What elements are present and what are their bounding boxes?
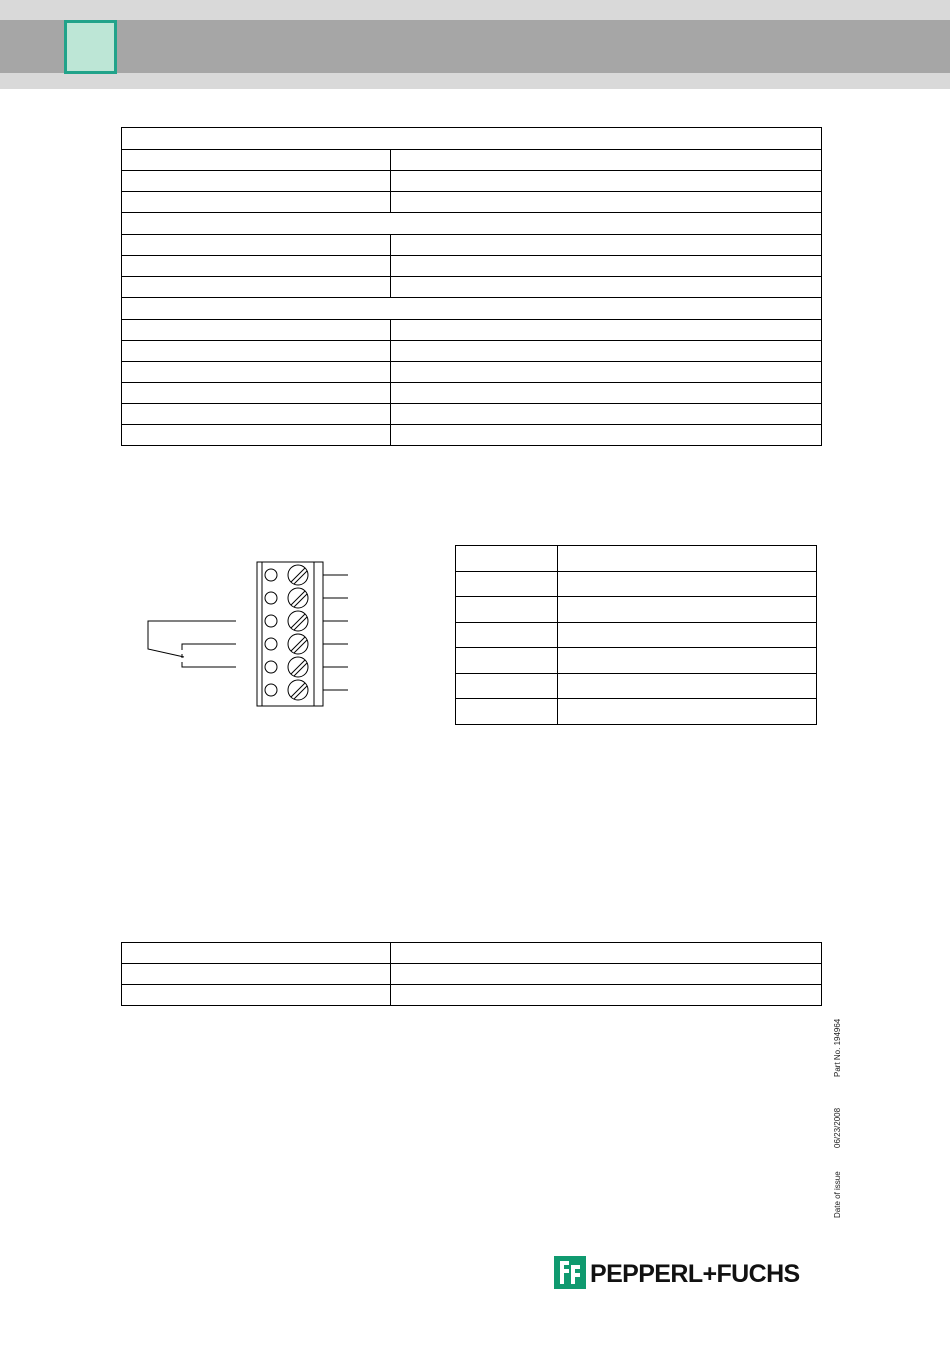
pepperl-fuchs-logo (554, 1256, 824, 1290)
terminal-5 (265, 657, 308, 677)
table-row (122, 320, 822, 341)
table-section-row (122, 128, 822, 150)
relay-contact-wiring (148, 621, 236, 667)
issue-date-label: Date of issue (833, 1171, 842, 1218)
table-row (122, 985, 822, 1006)
pin-assignment-table (455, 545, 817, 725)
table-row (122, 362, 822, 383)
table-row (456, 648, 817, 674)
table-row (456, 597, 817, 623)
table-row (122, 341, 822, 362)
table-row (456, 673, 817, 699)
table-row (122, 235, 822, 256)
table-row (456, 622, 817, 648)
table-row (122, 383, 822, 404)
terminal-1 (265, 565, 308, 585)
table-row (122, 964, 822, 985)
accessory-table (121, 942, 822, 1006)
header-band (0, 20, 950, 73)
specification-table (121, 127, 822, 446)
section-marker-square (64, 20, 117, 74)
table-row (122, 404, 822, 425)
table-row (456, 546, 817, 572)
terminal-4 (265, 634, 308, 654)
table-row (456, 699, 817, 725)
table-row (122, 192, 822, 213)
header-bottom-band (0, 73, 950, 89)
table-section-row (122, 213, 822, 235)
issue-date: 06/23/2008 (833, 1107, 842, 1148)
terminal-block-icon (140, 555, 360, 715)
header-top-band (0, 0, 950, 20)
table-row (122, 943, 822, 964)
table-row (122, 171, 822, 192)
part-number: Part No. 194964 (833, 1018, 842, 1077)
table-row (122, 277, 822, 298)
pepperl-fuchs-logo-mark-icon (554, 1256, 586, 1289)
table-row (122, 150, 822, 171)
terminal-3 (265, 611, 308, 631)
table-section-row (122, 298, 822, 320)
terminal-6 (265, 680, 308, 700)
table-row (456, 571, 817, 597)
table-row (122, 425, 822, 446)
table-row (122, 256, 822, 277)
terminal-2 (265, 588, 308, 608)
brand-name: PEPPERL+FUCHS (590, 1260, 800, 1288)
